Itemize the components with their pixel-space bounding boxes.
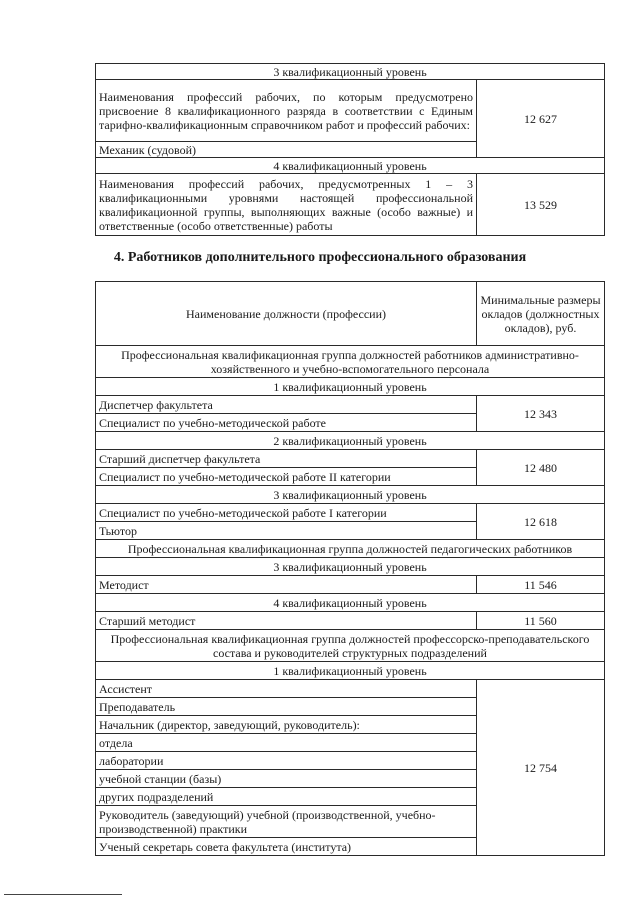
position-name: Начальник (директор, заведующий, руководитель): <box>96 716 477 734</box>
profession-description: Наименования профессий рабочих, предусмотренных 1 – 3 квалификационными уровнями настоящей профессиональной квалификационной группы, выполняющих важные (особо важные) и ответственные (особо ответственные) работы <box>96 174 477 236</box>
profession-name: Механик (судовой) <box>96 142 477 158</box>
position-name: Диспетчер факультета <box>96 396 477 414</box>
footnote-divider <box>4 894 122 895</box>
salary-table-continued <box>95 63 605 236</box>
salary-value: 12 480 <box>477 450 605 486</box>
section-title: 4. Работников дополнительного профессионального образования <box>113 250 527 265</box>
group-header: Профессиональная квалификационная группа должностей профессорско-преподавательского состава и руководителей структурных подразделений <box>96 630 605 662</box>
salary-value: 11 546 <box>477 576 605 594</box>
position-name: Методист <box>96 576 477 594</box>
position-name: отдела <box>96 734 477 752</box>
salary-value: 12 618 <box>477 504 605 540</box>
position-name: Ассистент <box>96 680 477 698</box>
salary-value: 12 627 <box>477 80 605 158</box>
position-name: Ученый секретарь совета факультета (института) <box>96 838 477 856</box>
position-name: других подразделений <box>96 788 477 806</box>
position-name: Преподаватель <box>96 698 477 716</box>
group-header: Профессиональная квалификационная группа должностей педагогических работников <box>96 540 605 558</box>
position-name: Старший диспетчер факультета <box>96 450 477 468</box>
level-header: 2 квалификационный уровень <box>96 432 605 450</box>
level-header: 1 квалификационный уровень <box>96 378 605 396</box>
position-name: Специалист по учебно-методической работе II категории <box>96 468 477 486</box>
level-header: 4 квалификационный уровень <box>96 158 605 174</box>
position-name: Специалист по учебно-методической работе I категории <box>96 504 477 522</box>
column-header-name: Наименование должности (профессии) <box>96 282 477 346</box>
level-header: 1 квалификационный уровень <box>96 662 605 680</box>
column-header-salary: Минимальные размеры окладов (должностных окладов), руб. <box>477 282 605 346</box>
salary-value: 11 560 <box>477 612 605 630</box>
profession-description: Наименования профессий рабочих, по которым предусмотрено присвоение 8 квалификационного разряда в соответствии с Единым тарифно-квалификационным справочником работ и профессий рабочих: <box>96 80 477 142</box>
position-name: учебной станции (базы) <box>96 770 477 788</box>
salary-value: 13 529 <box>477 174 605 236</box>
position-name: Специалист по учебно-методической работе <box>96 414 477 432</box>
level-header: 3 квалификационный уровень <box>96 64 605 80</box>
position-name: Тьютор <box>96 522 477 540</box>
salary-table-dpo <box>95 281 605 856</box>
salary-value: 12 343 <box>477 396 605 432</box>
position-name: Руководитель (заведующий) учебной (производственной, учебно-производственной) практики <box>96 806 477 838</box>
position-name: лаборатории <box>96 752 477 770</box>
group-header: Профессиональная квалификационная группа должностей работников административно-хозяйственного и учебно-вспомогательного персонала <box>96 346 605 378</box>
salary-value: 12 754 <box>477 680 605 856</box>
level-header: 3 квалификационный уровень <box>96 486 605 504</box>
level-header: 3 квалификационный уровень <box>96 558 605 576</box>
position-name: Старший методист <box>96 612 477 630</box>
level-header: 4 квалификационный уровень <box>96 594 605 612</box>
